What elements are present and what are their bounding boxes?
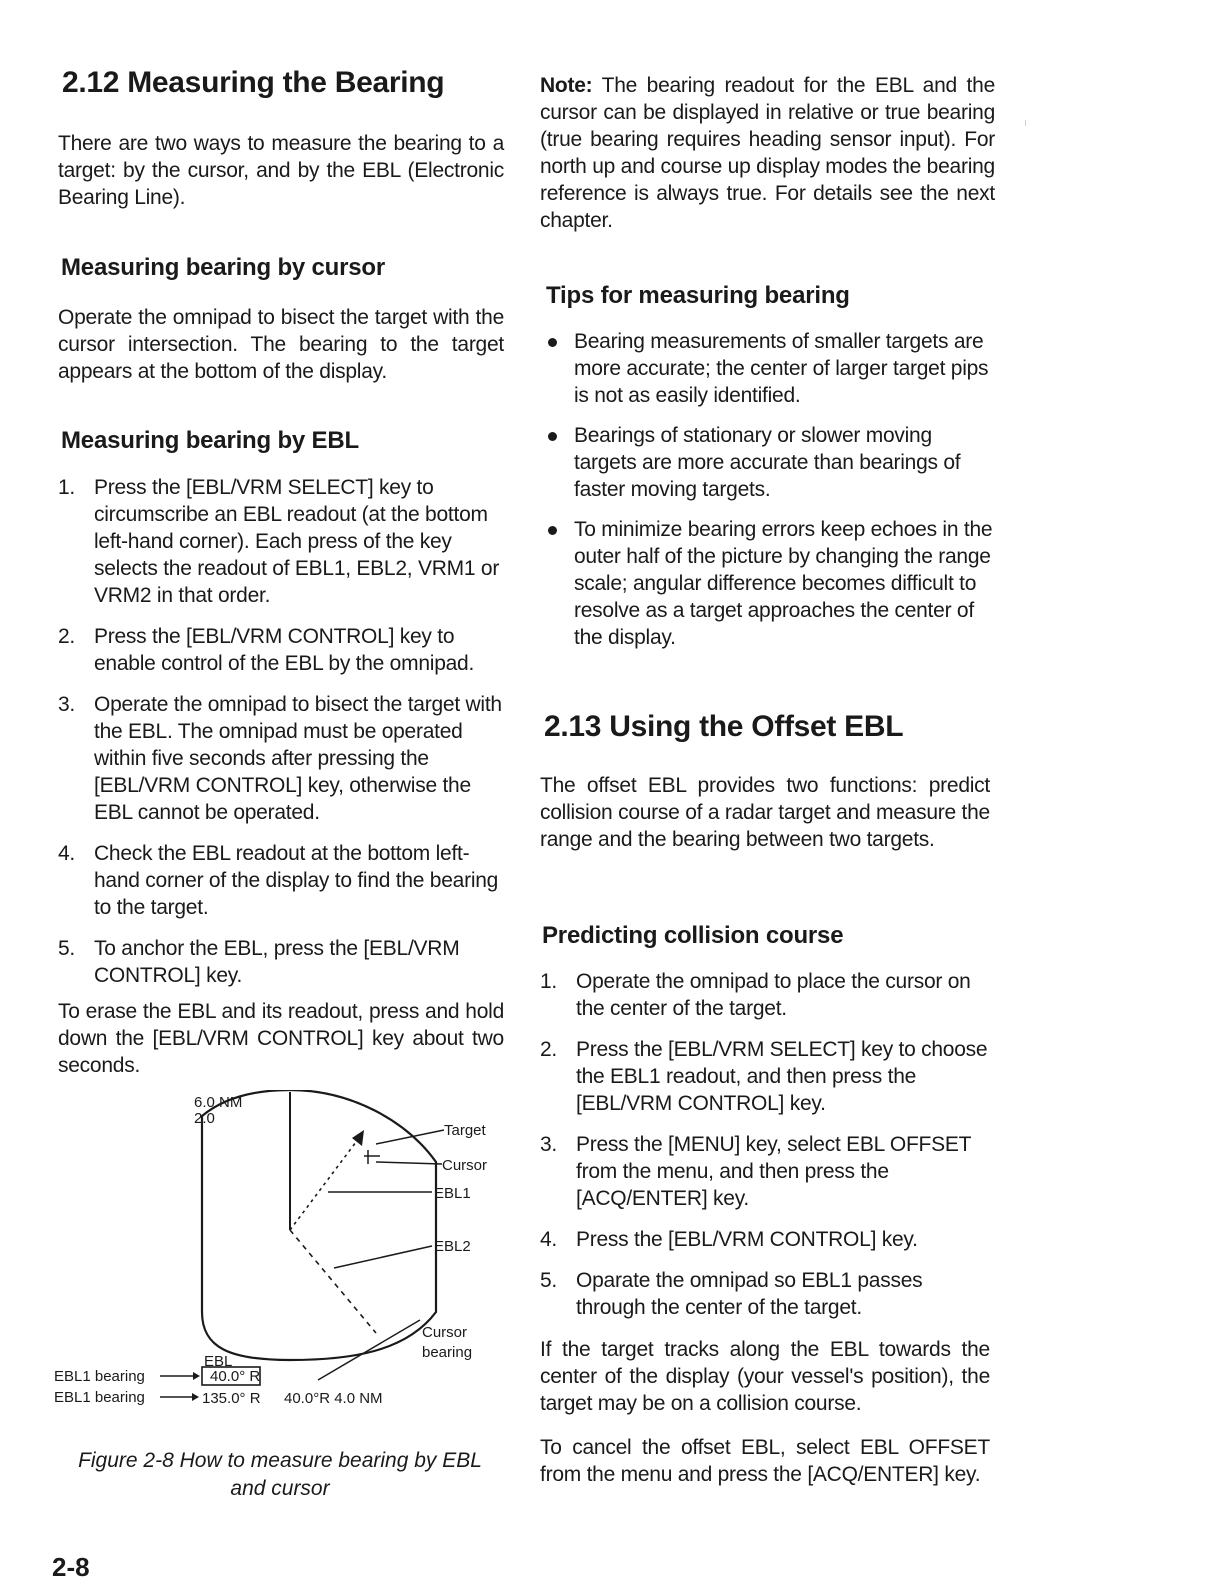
target-label: Target	[444, 1122, 486, 1139]
list-item: 3. Press the [MENU] key, select EBL OFFSET from the menu, and then press the [ACQ/ENTER] key.	[540, 1133, 971, 1210]
cancel-offset-paragraph: To cancel the offset EBL, select EBL OFFSET from the menu and press the [ACQ/ENTER] key.	[540, 1436, 990, 1486]
heading-collision-course: Predicting collision course	[542, 922, 844, 949]
ebl1-line	[290, 1142, 356, 1230]
list-item: 3. Operate the omnipad to bisect the target with the EBL. The omnipad must be operated within five seconds after pressing the [EBL/VRM CONTROL] key, otherwise the EBL cannot be operated.	[58, 693, 502, 824]
heading-bearing-by-cursor: Measuring bearing by cursor	[61, 254, 386, 281]
list-item: 2. Press the [EBL/VRM SELECT] key to choose the EBL1 readout, and then press the [EBL/VRM CONTROL] key.	[540, 1038, 988, 1115]
cursor-label: Cursor	[442, 1157, 488, 1174]
list-item: Bearing measurements of smaller targets are more accurate; the center of larger target pips is not as easily identified.	[540, 328, 995, 409]
figure-caption: Figure 2-8 How to measure bearing by EBL and cursor	[78, 1449, 482, 1500]
range-label: 6.0 NM	[194, 1094, 243, 1111]
arrowhead-icon	[193, 1372, 200, 1380]
ebl-steps-list	[58, 474, 504, 1003]
tips-list	[540, 328, 995, 664]
section-title-measuring-bearing: 2.12 Measuring the Bearing	[62, 66, 445, 99]
list-item: 4. Press the [EBL/VRM CONTROL] key.	[540, 1228, 918, 1251]
ebl-box-title: EBL	[204, 1353, 233, 1370]
cursor-leader	[376, 1162, 442, 1164]
list-item: 5. Oparate the omnipad so EBL1 passes through the center of the target.	[540, 1269, 923, 1319]
cursor-paragraph: Operate the omnipad to bisect the target with the cursor intersection. The bearing to the target appears at the bottom of the display.	[58, 306, 504, 383]
ebl1-bearing-label-b: EBL1 bearing	[54, 1389, 145, 1406]
bullet-icon	[548, 432, 557, 441]
heading-tips: Tips for measuring bearing	[546, 282, 850, 309]
page-number: 2-8	[52, 1552, 90, 1582]
ring-label: 2.0	[194, 1110, 215, 1127]
list-item: 5. To anchor the EBL, press the [EBL/VRM CONTROL] key.	[58, 937, 460, 987]
cursor-bearing-label-2: bearing	[422, 1344, 473, 1361]
list-item: 2. Press the [EBL/VRM CONTROL] key to enable control of the EBL by the omnipad.	[58, 625, 475, 675]
section-title-offset-ebl: 2.13 Using the Offset EBL	[544, 710, 904, 743]
cursor-readout: 40.0°R 4.0 NM	[284, 1390, 383, 1407]
ebl2-label: EBL2	[434, 1238, 471, 1255]
erase-paragraph: To erase the EBL and its readout, press and hold down the [EBL/VRM CONTROL] key about two seconds.	[58, 1000, 504, 1077]
ebl2-leader	[334, 1246, 432, 1268]
list-item: Bearings of stationary or slower moving targets are more accurate than bearings of faster moving targets.	[540, 422, 995, 503]
list-item: 1. Press the [EBL/VRM SELECT] key to circumscribe an EBL readout (at the bottom left-hand corner). Each press of the key selects the readout of EBL1, EBL2, VRM1 or VRM2 in that order.	[58, 476, 500, 607]
bullet-icon	[548, 338, 557, 347]
scan-mark	[1025, 120, 1026, 126]
note-paragraph: Note: The bearing readout for the EBL and the cursor can be displayed in relative or true bearing (true bearing requires heading sensor input). For north up and course up display modes the bearing reference is always true. For details see the next chapter.	[540, 74, 995, 232]
intro-paragraph: There are two ways to measure the bearing to a target: by the cursor, and by the EBL (Electronic Bearing Line).	[58, 132, 504, 209]
cursor-bearing-leader	[318, 1320, 420, 1380]
heading-bearing-by-ebl: Measuring bearing by EBL	[61, 427, 359, 454]
figure-radar-bearing	[50, 1090, 510, 1420]
list-item: To minimize bearing errors keep echoes in the outer half of the picture by changing the range scale; angular difference becomes difficult to resolve as a target approaches the center of the display.	[540, 516, 995, 651]
bullet-icon	[548, 526, 557, 535]
list-item: 4. Check the EBL readout at the bottom left-hand corner of the display to find the bearing to the target.	[58, 842, 499, 919]
offset-intro-paragraph: The offset EBL provides two functions: predict collision course of a radar target and measure the range and the bearing between two targets.	[540, 774, 990, 851]
radar-display-outline	[202, 1090, 436, 1360]
target-leader	[376, 1130, 444, 1144]
collision-track-paragraph: If the target tracks along the EBL towards the center of the display (your vessel's position), the target may be on a collision course.	[540, 1338, 990, 1415]
ebl-readout-value: 40.0° R	[210, 1368, 261, 1385]
collision-steps-list	[540, 968, 990, 1335]
target-pip	[352, 1130, 364, 1146]
list-item: 1. Operate the omnipad to place the cursor on the center of the target.	[540, 970, 971, 1020]
ebl2-line	[290, 1230, 376, 1333]
cursor-bearing-label-1: Cursor	[422, 1324, 468, 1341]
ebl1-bearing-label-a: EBL1 bearing	[54, 1368, 145, 1385]
bottom-bearing-readout: 135.0° R	[202, 1390, 261, 1407]
arrowhead-icon	[192, 1393, 199, 1401]
ebl1-label: EBL1	[434, 1185, 471, 1202]
